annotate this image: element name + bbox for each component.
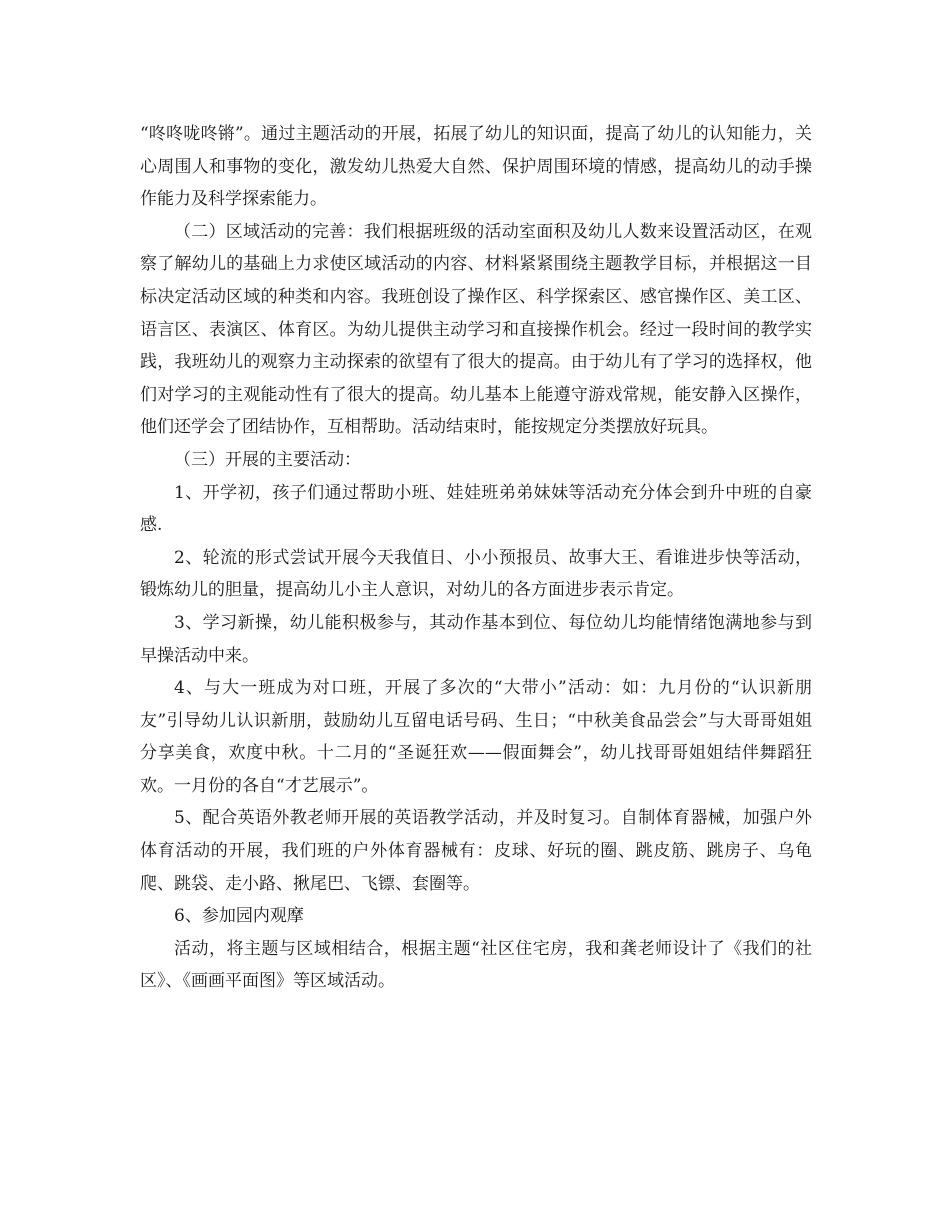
paragraph-item-6-detail: 活动，将主题与区域相结合，根据主题“社区住宅房，我和龚老师设计了《我们的社区》、《画画平面图》等区域活动。 [140, 938, 812, 992]
paragraph-item-2: 2、轮流的形式尝试开展今天我值日、小小预报员、故事大王、看谁进步快等活动，锻炼幼儿的胆量，提高幼儿小主人意识，对幼儿的各方面进步表示肯定。 [140, 547, 812, 601]
document-body [140, 118, 812, 998]
paragraph-item-3: 3、学习新操，幼儿能积极参与，其动作基本到位、每位幼儿均能情绪饱满地参与到早操活动中来。 [140, 612, 812, 666]
paragraph-item-4: 4、与大一班成为对口班，开展了多次的“大带小”活动：如：九月份的“认识新朋友”引导幼儿认识新朋，鼓励幼儿互留电话号码、生日；“中秋美食品尝会”与大哥哥姐姐分享美食，欢度中秋。十二月的“圣诞狂欢——假面舞会”，幼儿找哥哥姐姐结伴舞蹈狂欢。一月份的各自“才艺展示”。 [140, 678, 812, 796]
paragraph-item-1: 1、开学初，孩子们通过帮助小班、娃娃班弟弟妹妹等活动充分体会到升中班的自豪感. [140, 482, 812, 536]
paragraph-item-6: 6、参加园内观摩 [174, 906, 304, 927]
paragraph-section-two: （二）区域活动的完善：我们根据班级的活动室面积及幼儿人数来设置活动区，在观察了解幼儿的基础上力求使区域活动的内容、材料紧紧围绕主题教学目标，并根据这一目标决定活动区域的种类和内容。我班创设了操作区、科学探索区、感官操作区、美工区、语言区、表演区、体育区。为幼儿提供主动学习和直接操作机会。经过一段时间的教学实践，我班幼儿的观察力主动探索的欲望有了很大的提高。由于幼儿有了学习的选择权，他们对学习的主观能动性有了很大的提高。幼儿基本上能遵守游戏常规，能安静入区操作，他们还学会了团结协作，互相帮助。活动结束时，能按规定分类摆放好玩具。 [140, 221, 812, 438]
paragraph-item-5: 5、配合英语外教老师开展的英语教学活动，并及时复习。自制体育器械，加强户外体育活动的开展，我们班的户外体育器械有：皮球、好玩的圈、跳皮筋、跳房子、乌龟爬、跳袋、走小路、揪尾巴、飞镖、套圈等。 [140, 808, 812, 894]
paragraph-section-three-heading: （三）开展的主要活动： [174, 449, 361, 470]
paragraph-continuation: “咚咚咙咚锵”。通过主题活动的开展，拓展了幼儿的知识面，提高了幼儿的认知能力，关心周围人和事物的变化，激发幼儿热爱大自然、保护周围环境的情感，提高幼儿的动手操作能力及科学探索能力。 [140, 124, 812, 210]
